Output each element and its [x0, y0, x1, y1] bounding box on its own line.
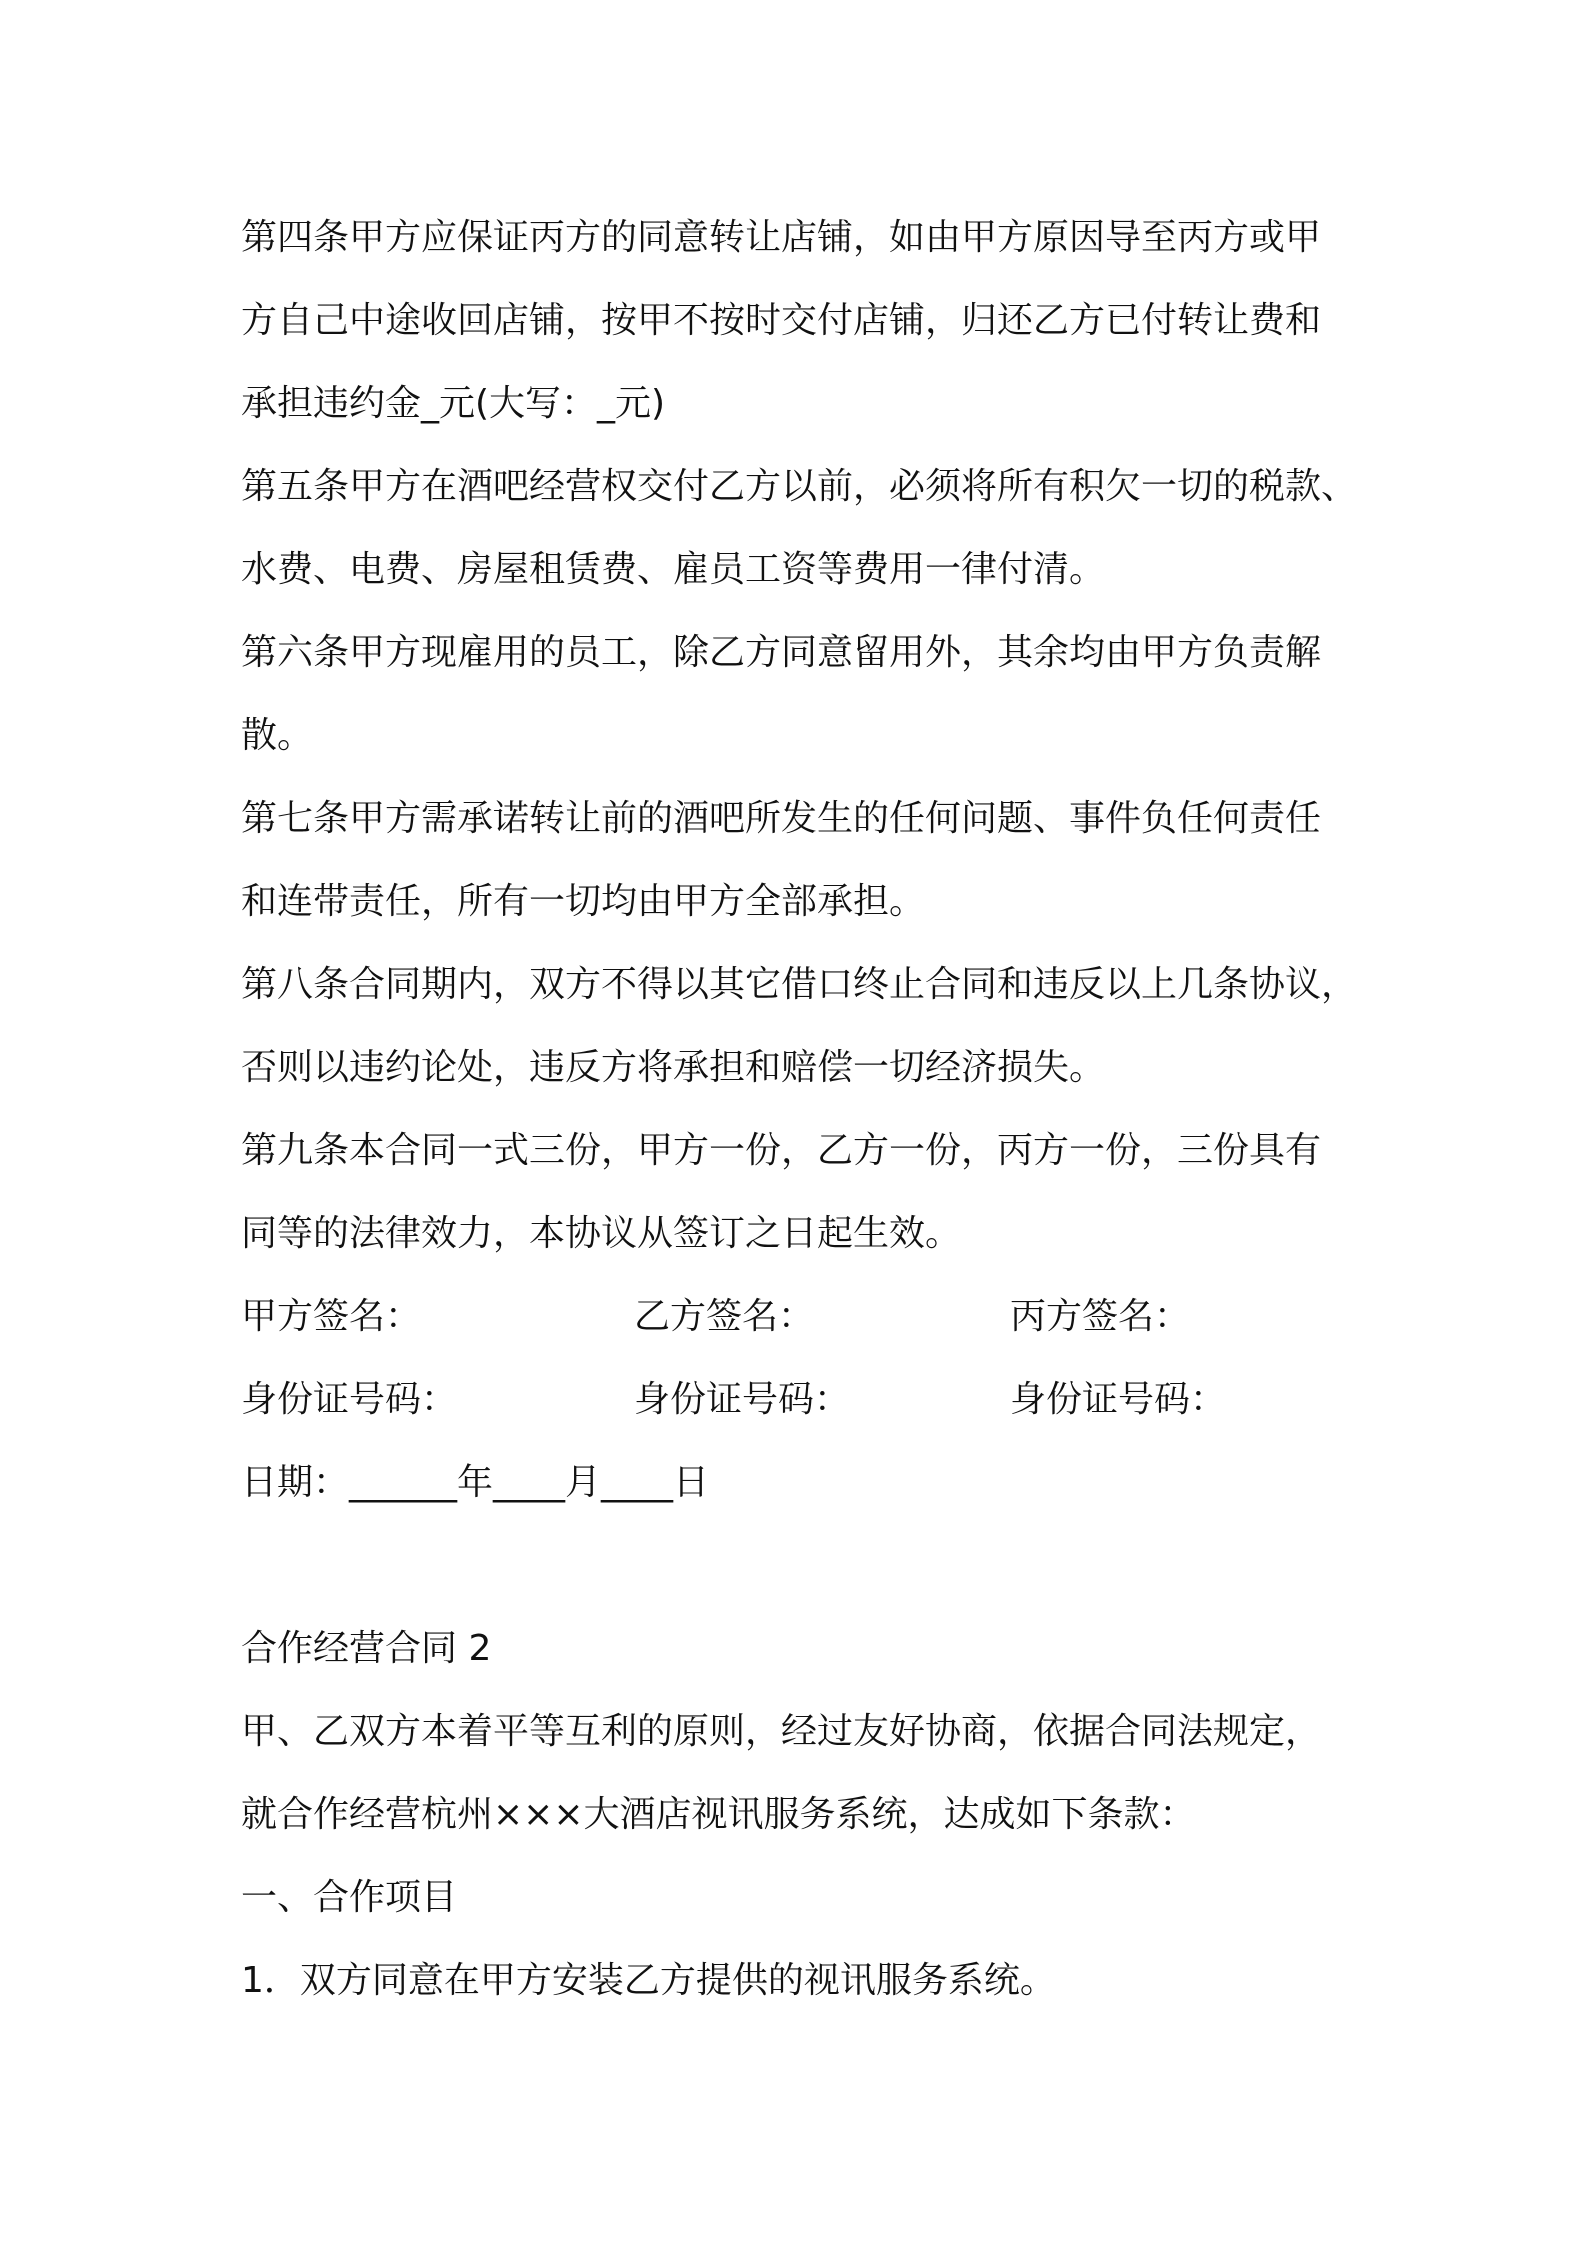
- intro-line: 甲、乙双方本着平等互利的原则，经过友好协商，依据合同法规定，: [241, 1711, 1322, 1752]
- article-6-line: 第六条甲方现雇用的员工，除乙方同意留用外，其余均由甲方负责解: [241, 632, 1322, 673]
- article-8-line: 否则以违约论处，违反方将承担和赔偿一切经济损失。: [241, 1047, 1106, 1088]
- article-9-line: 第九条本合同一式三份，甲方一份，乙方一份，丙方一份，三份具有: [241, 1130, 1322, 1171]
- article-4: [241, 196, 1391, 445]
- party-c-id-label: 身份证号码：: [1010, 1379, 1227, 1420]
- article-6-line: 散。: [241, 715, 314, 756]
- article-7-line: 第七条甲方需承诺转让前的酒吧所发生的任何问题、事件负任何责任: [241, 798, 1322, 839]
- party-a-signature-label: 甲方签名：: [241, 1296, 422, 1337]
- party-b-signature-label: 乙方签名：: [634, 1296, 815, 1337]
- article-9: [241, 1109, 1391, 1275]
- section-2-intro: [241, 1690, 1391, 1856]
- article-7: [241, 777, 1391, 943]
- section-2-title: 合作经营合同 2: [241, 1628, 492, 1669]
- heading-cooperation-project: 一、合作项目: [241, 1877, 458, 1918]
- document-body: [241, 196, 1391, 2022]
- party-c-signature-label: 丙方签名：: [1010, 1296, 1191, 1337]
- article-4-line: 方自己中途收回店铺，按甲不按时交付店铺，归还乙方已付转让费和: [241, 300, 1322, 341]
- signature-row: [241, 1275, 1391, 1358]
- article-4-line: 第四条甲方应保证丙方的同意转让店铺，如由甲方原因导至丙方或甲: [241, 217, 1322, 258]
- article-5: [241, 445, 1391, 611]
- article-6: [241, 611, 1391, 777]
- id-number-row: [241, 1358, 1391, 1441]
- article-7-line: 和连带责任，所有一切均由甲方全部承担。: [241, 881, 926, 922]
- article-5-line: 第五条甲方在酒吧经营权交付乙方以前，必须将所有积欠一切的税款、: [241, 466, 1358, 507]
- article-5-line: 水费、电费、房屋租赁费、雇员工资等费用一律付清。: [241, 549, 1106, 590]
- article-8-line: 第八条合同期内，双方不得以其它借口终止合同和违反以上几条协议，: [241, 964, 1358, 1005]
- article-4-line: 承担违约金_元(大写：_元): [241, 383, 666, 424]
- date-line: 日期：______年____月____日: [241, 1462, 710, 1503]
- article-8: [241, 943, 1391, 1109]
- party-b-id-label: 身份证号码：: [634, 1379, 851, 1420]
- party-a-id-label: 身份证号码：: [241, 1379, 458, 1420]
- item-1: 1．双方同意在甲方安装乙方提供的视讯服务系统。: [241, 1960, 1056, 2001]
- section-spacer: [241, 1524, 1391, 1607]
- intro-line: 就合作经营杭州×××大酒店视讯服务系统，达成如下条款：: [241, 1794, 1196, 1835]
- article-9-line: 同等的法律效力，本协议从签订之日起生效。: [241, 1213, 962, 1254]
